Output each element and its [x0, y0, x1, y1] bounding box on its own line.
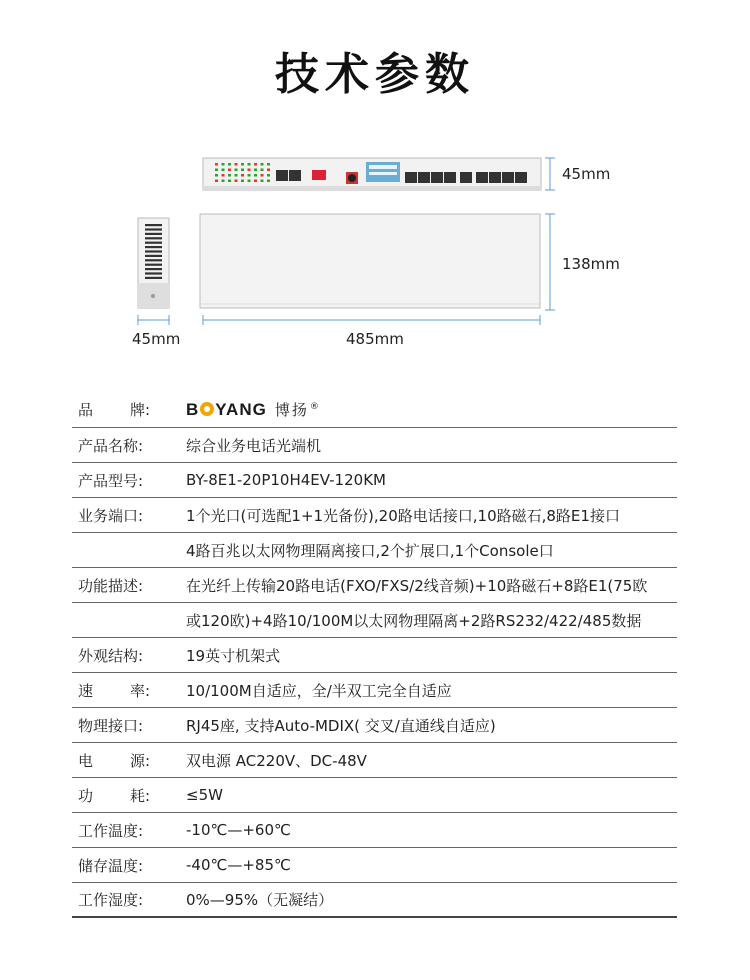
led-icon	[267, 180, 270, 183]
spec-row	[72, 778, 677, 813]
led-icon	[254, 174, 257, 177]
led-icon	[235, 169, 238, 172]
led-icon	[235, 174, 238, 177]
led-icon	[267, 169, 270, 172]
led-icon	[254, 163, 257, 166]
vent-slot	[145, 255, 162, 257]
led-icon	[215, 174, 218, 177]
led-icon	[228, 163, 231, 166]
spec-row	[72, 568, 677, 603]
led-icon	[248, 174, 251, 177]
spec-value: 19英寸机架式	[186, 646, 281, 665]
vent-slot	[145, 228, 162, 230]
brand-logo: B YANG	[186, 399, 267, 419]
vent-slot	[145, 246, 162, 248]
led-icon	[267, 174, 270, 177]
led-icon	[261, 180, 264, 183]
spec-value: 4路百兆以太网物理隔离接口,2个扩展口,1个Console口	[186, 541, 554, 560]
spec-value: 或120欧)+4路10/100M以太网物理隔离+2路RS232/422/485数据	[186, 611, 642, 630]
brand-value	[184, 399, 677, 420]
vent-slot	[145, 272, 162, 274]
spec-label: 工作温度:	[78, 821, 144, 840]
spec-value: RJ45座, 支持Auto-MDIX( 交叉/直通线自适应)	[186, 716, 496, 735]
spec-value: BY-8E1-20P10H4EV-120KM	[186, 471, 386, 489]
spec-row-brand	[72, 392, 677, 428]
led-icon	[261, 169, 264, 172]
spec-row	[72, 638, 677, 673]
led-icon	[248, 169, 251, 172]
device-side-view	[138, 218, 169, 308]
spec-label: 物理接口:	[78, 716, 144, 735]
vent-slot	[145, 277, 162, 279]
led-icon	[228, 169, 231, 172]
device-top-view	[200, 214, 540, 308]
spec-label: 外观结构:	[78, 646, 144, 665]
vent-slot	[145, 224, 162, 226]
spec-row	[72, 498, 677, 533]
spec-row	[72, 883, 677, 918]
led-icon	[248, 163, 251, 166]
led-icon	[222, 163, 225, 166]
led-icon	[241, 174, 244, 177]
led-icon	[235, 163, 238, 166]
spec-row	[72, 708, 677, 743]
led-icon	[222, 174, 225, 177]
spec-value: -10℃—+60℃	[186, 821, 291, 839]
led-icon	[222, 180, 225, 183]
spec-value: 综合业务电话光端机	[186, 436, 322, 455]
dim-depth: 45mm	[132, 330, 181, 348]
brand-cn: 博扬®	[274, 401, 321, 419]
vent-slot	[145, 259, 162, 261]
led-icon	[228, 180, 231, 183]
led-icon	[215, 169, 218, 172]
vent-slot	[145, 233, 162, 235]
spec-table	[72, 392, 677, 918]
led-icon	[261, 163, 264, 166]
spec-row	[72, 463, 677, 498]
led-icon	[235, 180, 238, 183]
spec-value: 在光纤上传输20路电话(FXO/FXS/2线音频)+10路磁石+8路E1(75欧	[186, 576, 648, 595]
spec-row	[72, 533, 677, 568]
vent-slot	[145, 237, 162, 239]
led-icon	[215, 163, 218, 166]
spec-value: -40℃—+85℃	[186, 856, 291, 874]
spec-label: 工作湿度:	[78, 891, 144, 909]
spec-label: 业务端口:	[78, 506, 144, 525]
spec-label: 产品名称:	[78, 436, 144, 455]
led-icon	[222, 169, 225, 172]
spec-row	[72, 603, 677, 638]
led-icon	[228, 174, 231, 177]
spec-label: 速 率:	[78, 681, 150, 700]
led-icon	[215, 180, 218, 183]
spec-row	[72, 848, 677, 883]
spec-label: 电 源:	[78, 751, 150, 770]
spec-row	[72, 743, 677, 778]
spec-value: 10/100M自适应，全/半双工完全自适应	[186, 681, 452, 700]
led-icon	[241, 163, 244, 166]
spec-value: ≤5W	[186, 786, 223, 804]
spec-row	[72, 673, 677, 708]
led-icon	[248, 180, 251, 183]
led-icon	[254, 169, 257, 172]
dim-height-top: 45mm	[562, 165, 611, 183]
led-icon	[267, 163, 270, 166]
spec-row	[72, 428, 677, 463]
dim-height-side: 138mm	[562, 255, 620, 273]
device-illustration	[0, 0, 750, 360]
brand-logo-dot-icon	[200, 402, 214, 416]
led-icon	[241, 180, 244, 183]
spec-label: 储存温度:	[78, 856, 144, 875]
spec-label: 功 耗:	[78, 786, 150, 805]
led-icon	[241, 169, 244, 172]
vent-slot	[145, 268, 162, 270]
dim-width: 485mm	[346, 330, 404, 348]
brand-label-text: 品 牌:	[78, 401, 150, 419]
vent-slot	[145, 250, 162, 252]
brand-label	[72, 399, 184, 420]
spec-value: 1个光口(可选配1+1光备份),20路电话接口,10路磁石,8路E1接口	[186, 506, 620, 525]
device-front-panel	[203, 158, 541, 190]
spec-label: 产品型号:	[78, 471, 144, 490]
spec-row	[72, 813, 677, 848]
led-icon	[261, 174, 264, 177]
spec-value: 0%—95%（无凝结）	[186, 891, 334, 909]
vent-slot	[145, 242, 162, 244]
page-title: 技术参数	[275, 49, 475, 100]
vent-slot	[145, 264, 162, 266]
led-icon	[254, 180, 257, 183]
spec-value: 双电源 AC220V、DC-48V	[186, 751, 367, 770]
spec-label: 功能描述:	[78, 576, 144, 595]
